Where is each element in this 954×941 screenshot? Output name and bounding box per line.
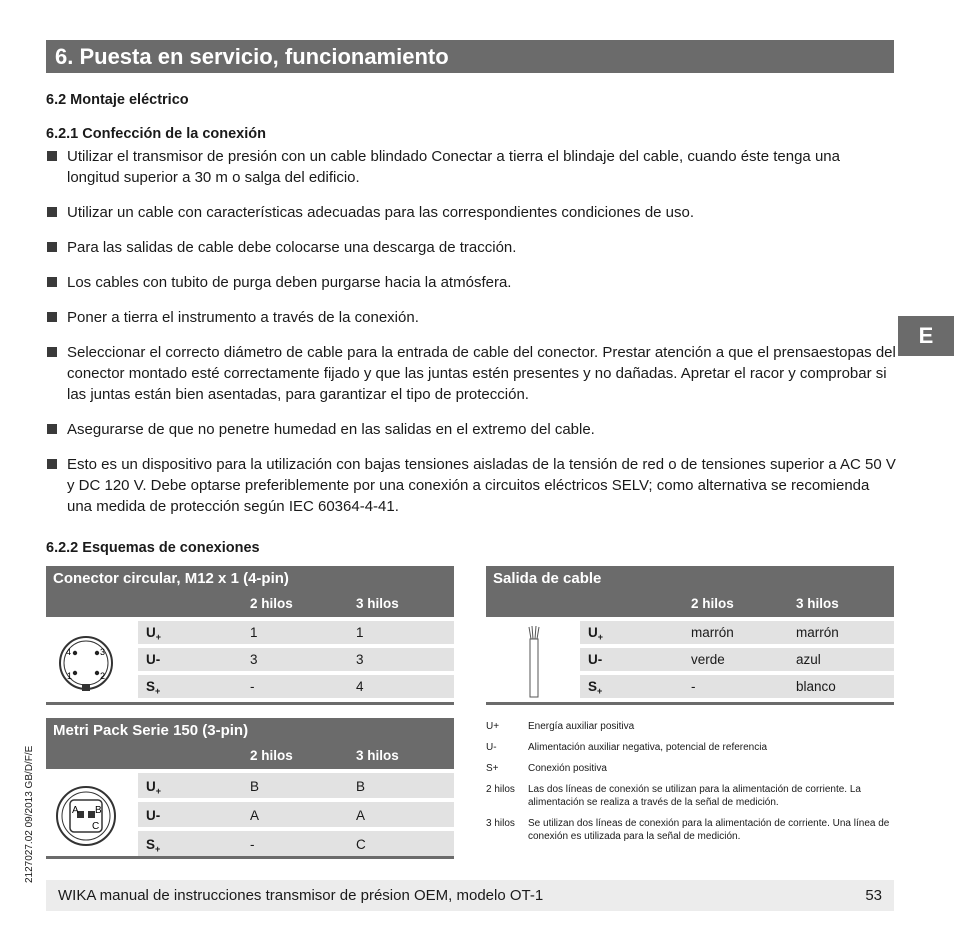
cell-3-hilos: marrón [796, 625, 839, 640]
table-title: Metri Pack Serie 150 (3-pin) [53, 722, 249, 739]
legend-key: 3 hilos [486, 818, 515, 829]
legend-item [486, 741, 906, 754]
table-row [138, 802, 454, 827]
cell-3-hilos: C [356, 837, 366, 852]
cell-2-hilos: B [250, 779, 260, 794]
legend-key: S+ [486, 763, 499, 774]
cell-2-hilos: - [250, 679, 255, 694]
legend-value: Conexión positiva [528, 763, 607, 774]
heading-6-2-2: 6.2.2 Esquemas de conexiones [46, 540, 260, 556]
col-2-hilos: 2 hilos [250, 596, 293, 611]
table-row [138, 621, 454, 644]
cable-output-table [486, 566, 894, 698]
table-rule [46, 702, 454, 705]
col-3-hilos: 3 hilos [356, 748, 399, 763]
table-title: Conector circular, M12 x 1 (4-pin) [53, 570, 289, 587]
cell-2-hilos: verde [691, 652, 725, 667]
legend-value: Las dos líneas de conexión se utilizan para la alimentación de corriente. La alimentación se realiza a través de la señal de medición. [528, 784, 861, 808]
pin-label: 4 [66, 647, 72, 657]
col-2-hilos: 2 hilos [691, 596, 734, 611]
page-number: 53 [865, 887, 882, 904]
section-title: 6. Puesta en servicio, funcionamiento [46, 40, 894, 73]
legend-key: U+ [486, 721, 500, 732]
cell-2-hilos: 3 [250, 652, 258, 667]
table-rule [46, 856, 454, 859]
table-row [138, 675, 454, 698]
legend-value: Energía auxiliar positiva [528, 721, 635, 732]
cell-3-hilos: azul [796, 652, 821, 667]
cell-3-hilos: blanco [796, 679, 836, 694]
cable-diagram [486, 621, 580, 702]
signal-label: U- [146, 808, 161, 823]
pin-label: A [72, 805, 79, 816]
heading-6-2: 6.2 Montaje eléctrico [46, 92, 189, 108]
table-title: Salida de cable [493, 570, 602, 587]
legend-item [486, 817, 896, 843]
heading-6-2-1: 6.2.1 Confección de la conexión [46, 126, 266, 142]
language-tab: E [898, 316, 954, 356]
bullet-item: Los cables con tubito de purga deben purgarse hacia la atmósfera. [46, 272, 896, 293]
pin-label: 3 [100, 647, 106, 657]
pin-label: C [92, 821, 100, 832]
signal-label: $S_+$ [146, 837, 161, 854]
legend-item [486, 762, 906, 775]
bullet-item: Seleccionar el correcto diámetro de cable para la entrada de cable del conector. Prestar atención a que el prensaestopas del conector montado esté correctamente fijado y que las juntas estén presentes y no dañadas. Apretar el racor y comprobar si las juntas están bien asentadas, para garantizar el tipo de protección. [46, 342, 896, 405]
table-row [580, 621, 894, 644]
table-row [138, 831, 454, 856]
m12-pin-diagram [46, 621, 138, 702]
legend-key: 2 hilos [486, 784, 515, 795]
col-3-hilos: 3 hilos [356, 596, 399, 611]
bullet-item: Utilizar un cable con características adecuadas para las correspondientes condiciones de uso. [46, 202, 896, 223]
cell-3-hilos: A [356, 808, 366, 823]
cell-3-hilos: 1 [356, 625, 364, 640]
pin-label: B [95, 805, 102, 816]
bullet-item: Utilizar el transmisor de presión con un cable blindado Conectar a tierra el blindaje del cable, cuando éste tenga una longitud superior a 30 m o salga del edificio. [46, 146, 896, 188]
legend-item [486, 783, 896, 809]
signal-label: $U_+$ [588, 625, 604, 642]
table-row [138, 648, 454, 671]
bullet-list [46, 146, 896, 531]
footer-text: WIKA manual de instrucciones transmisor de présion OEM, modelo OT-1 [58, 887, 544, 904]
metri-pack-pin-diagram [46, 773, 138, 858]
legend-value: Alimentación auxiliar negativa, potencial de referencia [528, 742, 768, 753]
m12-connector-table [46, 566, 454, 698]
table-row [580, 648, 894, 671]
signal-label: $U_+$ [146, 625, 162, 642]
legend-key: U- [486, 742, 497, 753]
signal-label: U- [588, 652, 603, 667]
signal-label: $U_+$ [146, 779, 162, 796]
table-row [580, 675, 894, 698]
cell-3-hilos: 4 [356, 679, 364, 694]
bullet-item: Poner a tierra el instrumento a través de la conexión. [46, 307, 896, 328]
page-footer [46, 880, 894, 911]
document-number: 2127027.02 09/2013 GB/D/F/E [24, 745, 35, 883]
bullet-item: Esto es un dispositivo para la utilización con bajas tensiones aisladas de la tensión de red o de tensiones superior a AC 50 V y DC 120 V. Debe optarse preferiblemente por una conexión a circuitos eléctricos SELV; como alternativa se recomienda una medida de protección según IEC 60364-4-41. [46, 454, 896, 517]
signal-label: U- [146, 652, 161, 667]
table-row [138, 773, 454, 798]
legend-value: Se utilizan dos líneas de conexión para la alimentación de corriente. Una línea de conexión es utilizada para la señal de medición. [528, 818, 890, 842]
col-2-hilos: 2 hilos [250, 748, 293, 763]
signal-label: $S_+$ [588, 679, 603, 696]
legend [486, 720, 906, 851]
legend-item [486, 720, 906, 733]
pin-label: 2 [100, 671, 106, 681]
pin-label: 1 [67, 671, 73, 681]
bullet-item: Asegurarse de que no penetre humedad en las salidas en el extremo del cable. [46, 419, 896, 440]
table-rule [486, 702, 894, 705]
metri-pack-table [46, 718, 454, 856]
cell-2-hilos: - [250, 837, 255, 852]
cell-2-hilos: - [691, 679, 696, 694]
cell-2-hilos: A [250, 808, 260, 823]
cell-2-hilos: marrón [691, 625, 734, 640]
cell-3-hilos: B [356, 779, 366, 794]
cell-3-hilos: 3 [356, 652, 364, 667]
col-3-hilos: 3 hilos [796, 596, 839, 611]
signal-label: $S_+$ [146, 679, 161, 696]
cell-2-hilos: 1 [250, 625, 258, 640]
bullet-item: Para las salidas de cable debe colocarse una descarga de tracción. [46, 237, 896, 258]
